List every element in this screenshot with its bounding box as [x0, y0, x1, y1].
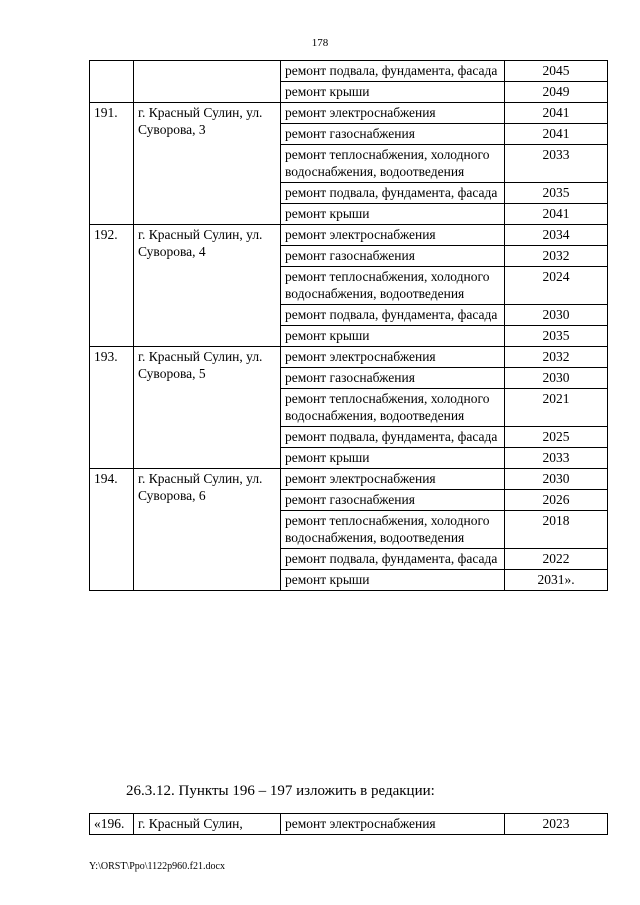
work-cell: ремонт крыши: [281, 204, 505, 225]
work-cell: ремонт теплоснабжения, холодного водоснабжения, водоотведения: [281, 511, 505, 549]
year-cell: 2021: [505, 389, 608, 427]
year-cell: 2025: [505, 427, 608, 448]
year-cell: 2031».: [505, 570, 608, 591]
year-cell: 2032: [505, 347, 608, 368]
year-cell: 2041: [505, 103, 608, 124]
empty-number-cell: [90, 61, 134, 103]
table-row: [90, 103, 608, 124]
work-cell: ремонт подвала, фундамента, фасада: [281, 183, 505, 204]
work-cell: ремонт теплоснабжения, холодного водоснабжения, водоотведения: [281, 389, 505, 427]
repair-schedule-table: [89, 60, 608, 591]
work-cell: ремонт крыши: [281, 570, 505, 591]
address-cell: г. Красный Сулин, ул. Суворова, 6: [134, 469, 281, 591]
table-row: [90, 814, 608, 835]
address-cell: г. Красный Сулин, ул. Суворова, 4: [134, 225, 281, 347]
work-cell: ремонт электроснабжения: [281, 814, 505, 835]
year-cell: 2032: [505, 246, 608, 267]
address-cell: г. Красный Сулин,: [134, 814, 281, 835]
work-cell: ремонт электроснабжения: [281, 225, 505, 246]
work-cell: ремонт крыши: [281, 448, 505, 469]
year-cell: 2022: [505, 549, 608, 570]
table-row: [90, 347, 608, 368]
year-cell: 2030: [505, 368, 608, 389]
year-cell: 2035: [505, 326, 608, 347]
year-cell: 2035: [505, 183, 608, 204]
file-path-footer: Y:\ORST\Ppo\1122p960.f21.docx: [89, 861, 225, 872]
work-cell: ремонт подвала, фундамента, фасада: [281, 427, 505, 448]
work-cell: ремонт электроснабжения: [281, 469, 505, 490]
row-number: 192.: [90, 225, 134, 347]
work-cell: ремонт газоснабжения: [281, 246, 505, 267]
row-number: 193.: [90, 347, 134, 469]
work-cell: ремонт теплоснабжения, холодного водоснабжения, водоотведения: [281, 145, 505, 183]
work-cell: ремонт крыши: [281, 326, 505, 347]
work-cell: ремонт газоснабжения: [281, 124, 505, 145]
table-row: [90, 469, 608, 490]
address-cell: г. Красный Сулин, ул. Суворова, 5: [134, 347, 281, 469]
work-cell: ремонт подвала, фундамента, фасада: [281, 61, 505, 82]
amended-table: [89, 813, 608, 835]
work-cell: ремонт электроснабжения: [281, 103, 505, 124]
work-cell: ремонт газоснабжения: [281, 368, 505, 389]
year-cell: 2023: [505, 814, 608, 835]
row-number: 191.: [90, 103, 134, 225]
work-cell: ремонт подвала, фундамента, фасада: [281, 549, 505, 570]
year-cell: 2041: [505, 124, 608, 145]
year-cell: 2026: [505, 490, 608, 511]
year-cell: 2049: [505, 82, 608, 103]
year-cell: 2041: [505, 204, 608, 225]
year-cell: 2024: [505, 267, 608, 305]
row-number: 194.: [90, 469, 134, 591]
table-row: [90, 61, 608, 82]
year-cell: 2033: [505, 448, 608, 469]
year-cell: 2018: [505, 511, 608, 549]
year-cell: 2030: [505, 469, 608, 490]
empty-address-cell: [134, 61, 281, 103]
row-number: «196.: [90, 814, 134, 835]
amendment-paragraph: 26.3.12. Пункты 196 – 197 изложить в редакции:: [126, 783, 435, 799]
page-number: 178: [311, 37, 329, 49]
year-cell: 2045: [505, 61, 608, 82]
year-cell: 2030: [505, 305, 608, 326]
table-row: [90, 225, 608, 246]
year-cell: 2033: [505, 145, 608, 183]
work-cell: ремонт крыши: [281, 82, 505, 103]
work-cell: ремонт теплоснабжения, холодного водоснабжения, водоотведения: [281, 267, 505, 305]
work-cell: ремонт подвала, фундамента, фасада: [281, 305, 505, 326]
address-cell: г. Красный Сулин, ул. Суворова, 3: [134, 103, 281, 225]
work-cell: ремонт электроснабжения: [281, 347, 505, 368]
year-cell: 2034: [505, 225, 608, 246]
work-cell: ремонт газоснабжения: [281, 490, 505, 511]
